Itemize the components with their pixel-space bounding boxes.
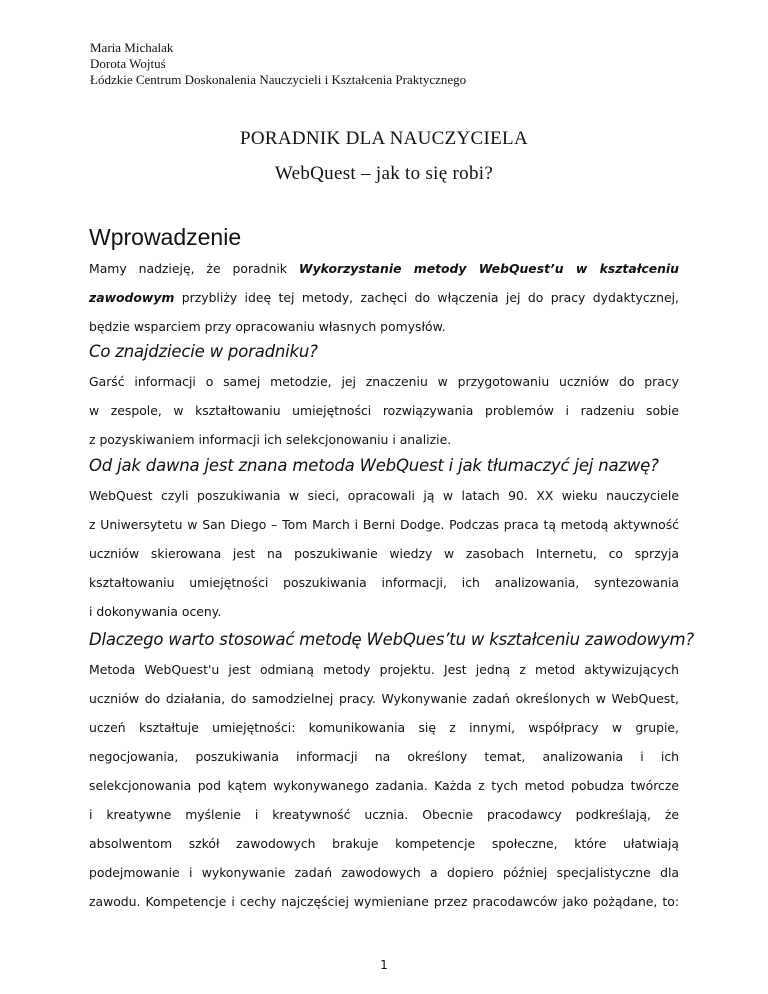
section-heading-introduction: Wprowadzenie <box>89 224 242 250</box>
question-heading-why: Dlaczego warto stosować metodę WebQues’tu w kształceniu zawodowym? <box>89 630 694 649</box>
institution-name: Łódzkie Centrum Doskonalenia Nauczycieli i Kształcenia Praktycznego <box>90 72 467 87</box>
paragraph-line: Metoda WebQuest'u jest odmianą metody projektu. Jest jedną z metod aktywizujących <box>89 662 679 677</box>
paragraph-line: uczniów do działania, do samodzielnej pracy. Wykonywanie zadań określonych w WebQuest, <box>89 691 679 706</box>
question-heading-history: Od jak dawna jest znana metoda WebQuest i jak tłumaczyć jej nazwę? <box>89 456 659 475</box>
paragraph-line: uczeń kształtuje umiejętności: komunikowania się z innymi, współpracy w grupie, <box>89 720 679 735</box>
paragraph-line: podejmowanie i wykonywanie zadań zawodowych a dopiero później specjalistyczne dla <box>89 865 679 880</box>
paragraph-line: negocjowania, poszukiwania informacji na określony temat, analizowania i ich <box>89 749 679 764</box>
intro-line-2 <box>89 290 679 305</box>
author-name-2: Dorota Wojtuś <box>90 56 166 71</box>
paragraph-line: WebQuest czyli poszukiwania w sieci, opracowali ją w latach 90. XX wieku nauczyciele <box>89 488 679 503</box>
paragraph-line: zawodu. Kompetencje i cechy najczęściej wymieniane przez pracodawców jako pożądane, to: <box>89 894 679 909</box>
paragraph-line: kształtowaniu umiejętności poszukiwania informacji, ich analizowania, syntezowania <box>89 575 679 590</box>
intro-text: Mamy nadzieję, że poradnik <box>89 261 299 276</box>
paragraph-line: z pozyskiwaniem informacji ich selekcjonowaniu i analizie. <box>89 432 452 447</box>
paragraph-line: absolwentom szkół zawodowych brakuje kompetencje społeczne, które ułatwiają <box>89 836 679 851</box>
paragraph-line: w zespole, w kształtowaniu umiejętności rozwiązywania problemów i radzeniu sobie <box>89 403 679 418</box>
author-header <box>90 40 466 88</box>
paragraph-line: Garść informacji o samej metodzie, jej znaczeniu w przygotowaniu uczniów do pracy <box>89 374 679 389</box>
paragraph-line: i kreatywne myślenie i kreatywność ucznia. Obecnie pracodawcy podkreślają, że <box>89 807 679 822</box>
paragraph-line: z Uniwersytetu w San Diego – Tom March i Berni Dodge. Podczas praca tą metodą aktywność <box>89 517 679 532</box>
question-heading-contents: Co znajdziecie w poradniku? <box>89 342 318 361</box>
document-title: PORADNIK DLA NAUCZYCIELA <box>240 128 528 149</box>
guide-title-emphasis-cont: zawodowym <box>89 290 175 305</box>
document-subtitle: WebQuest – jak to się robi? <box>274 163 494 184</box>
paragraph-line: selekcjonowania pod kątem wykonywanego zadania. Każda z tych metod pobudza twórcze <box>89 778 679 793</box>
intro-text: przybliży ideę tej metody, zachęci do włączenia jej do pracy dydaktycznej, <box>174 290 679 305</box>
intro-line-3: będzie wsparciem przy opracowaniu własnych pomysłów. <box>89 319 446 334</box>
paragraph-line: i dokonywania oceny. <box>89 604 222 619</box>
page-number: 1 <box>380 958 388 972</box>
paragraph-line: uczniów skierowana jest na poszukiwanie wiedzy w zasobach Internetu, co sprzyja <box>89 546 679 561</box>
author-name-1: Maria Michalak <box>90 40 174 55</box>
guide-title-emphasis: Wykorzystanie metody WebQuest’u w kształceniu <box>298 261 679 276</box>
intro-line-1 <box>89 261 679 276</box>
